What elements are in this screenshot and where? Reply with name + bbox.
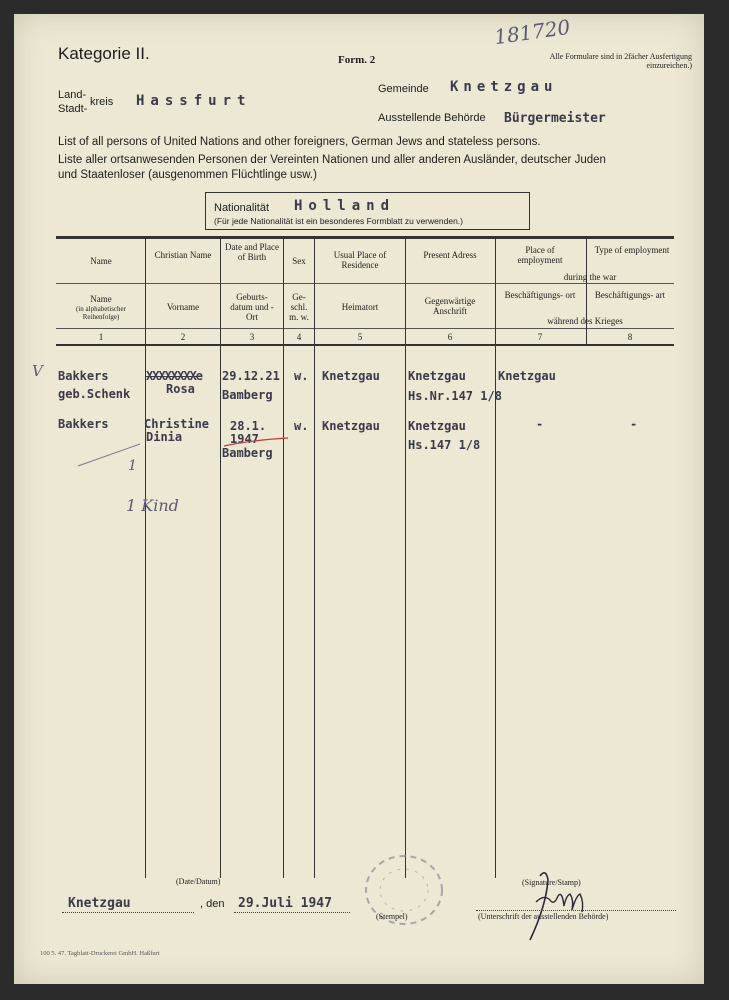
col-divider [405,238,406,878]
nationality-value: Holland [294,198,396,214]
table-row-2-birth: 28.1. [230,419,267,433]
table-row-2-employment-place: - [536,417,544,431]
footer-date: 29.Juli 1947 [238,896,332,911]
intro-german-2: und Staatenloser (ausgenommen Flüchtlinge usw.) [58,169,317,181]
table-row-2-employment-type: - [630,417,638,431]
table-row-1-heimatort: Knetzgau [322,369,380,383]
col-divider [145,238,146,878]
col-header-birth: Date and Place of Birth [225,242,279,262]
during-the-war: during the war [563,272,617,282]
table-row-1-address2: Hs.Nr.147 1/8 [408,389,502,403]
table-header-bottom-rule [56,344,674,346]
date-label: (Date/Datum) [176,877,221,886]
signature-scribble [500,866,600,946]
table-row-2-birth2: 1947 [230,432,259,446]
table-row-1-sex: w. [294,369,309,383]
table-num-rule [56,328,674,329]
col-header-anschrift: Gegenwärtige Anschrift [424,296,476,316]
col-header-christian-name: Christian Name [154,250,212,260]
col-header-heimatort: Heimatort [341,302,379,312]
behoerde-label: Ausstellende Behörde [378,112,486,124]
table-row-2-birth3: Bamberg [222,446,273,460]
table-row-2-address: Knetzgau [408,419,466,433]
waehrend-des-krieges: während des Krieges [547,316,623,326]
table-row-2-heimatort: Knetzgau [322,419,380,433]
nationality-note: (Für jede Nationalität ist ein besonderes Formblatt zu verwenden.) [214,216,463,226]
col-header-employment-type: Type of employment [594,245,670,255]
col-header-beschaeftigungsort: Beschäftigungs- ort [504,290,576,300]
table-row-1-birth: 29.12.21 [222,369,280,383]
signature-label: (Signature/Stamp) [522,878,581,887]
table-row-2-vorname-2: Dinia [146,430,183,444]
footer-den: , den [200,898,225,910]
col-divider [586,238,587,346]
col-header-name-de-sub: (in alphabetischer Reihenfolge) [76,305,126,321]
intro-english: List of all persons of United Nations and other foreigners, German Jews and stateless persons. [58,136,541,148]
col-header-geschl: Ge- schl. m. w. [289,292,309,322]
intro-german-1: Liste aller ortsanwesenden Personen der Vereinten Nationen und aller anderen Ausländer, deutscher Juden [58,154,606,166]
col-header-vorname: Vorname [166,302,200,312]
col-header-name: Name [90,256,112,266]
kategorie-title: Kategorie II. [58,44,150,63]
handwritten-number: 181720 [492,14,572,50]
col-num: 2 [180,332,186,342]
table-row-2-address2: Hs.147 1/8 [408,438,481,452]
col-header-geburt: Geburts- datum und -Ort [230,292,274,322]
stadt-label: Stadt- [58,103,88,115]
margin-check-mark: V [32,362,43,380]
margin-note-kind: 1 Kind [126,496,179,515]
behoerde-value: Bürgermeister [504,111,606,126]
col-header-name-de: Name [90,294,112,304]
table-top-rule [56,236,674,239]
table-row-1-address: Knetzgau [408,369,466,383]
place-dotted-line [62,912,194,913]
gemeinde-value: Knetzgau [450,79,558,95]
col-num: 3 [249,332,255,342]
col-num: 5 [357,332,363,342]
printer-imprint: 100 5. 47. Tagblatt-Druckerei GmbH. Haßfurt [40,950,160,957]
table-row-1-birth2: Bamberg [222,388,273,402]
table-row-2-sex: w. [294,419,309,433]
col-num: 6 [447,332,453,342]
form-number: Form. 2 [338,54,376,66]
table-row-1-vorname: Rosa [166,382,195,396]
table-row-1-employment-place: Knetzgau [498,369,556,383]
kreis-label: kreis [90,96,114,108]
col-divider [495,238,496,878]
nationality-label: Nationalität [214,202,270,214]
col-num: 1 [98,332,104,342]
col-num: 7 [537,332,543,342]
gemeinde-label: Gemeinde [378,83,429,95]
col-header-sex: Sex [292,256,306,266]
signature-de-label: (Unterschrift der ausstellenden Behörde) [478,912,609,921]
table-row-2-vorname-1: Christine [144,417,210,431]
col-num: 8 [627,332,633,342]
col-header-present-address: Present Adress [423,250,477,260]
nationality-box [205,192,530,230]
table-row-1-name: Bakkers [58,369,109,383]
col-divider [220,238,221,878]
table-row-2-name: Bakkers [58,417,109,431]
instruction-note: Alle Formulare sind in 2fächer Ausfertigung einzureichen.) [549,52,692,70]
margin-note-one: 1 [128,458,137,474]
table-mid-rule [56,283,674,284]
footer-place: Knetzgau [68,896,131,911]
col-header-residence: Usual Place of Residence [333,250,387,270]
kreis-value: Hassfurt [136,93,252,109]
red-pencil-mark [222,436,292,448]
col-divider [314,238,315,878]
table-row-1-name2: geb.Schenk [58,387,131,401]
table-row-1-vorname-struck: XXXXXXXXe [146,369,203,383]
land-label: Land- [58,89,87,101]
stamp-label: (Stempel) [376,912,408,921]
col-header-beschaeftigungsart: Beschäftigungs- art [594,290,666,300]
date-dotted-line [234,912,350,913]
col-header-employment-place: Place of employment [517,245,563,265]
col-num: 4 [296,332,302,342]
